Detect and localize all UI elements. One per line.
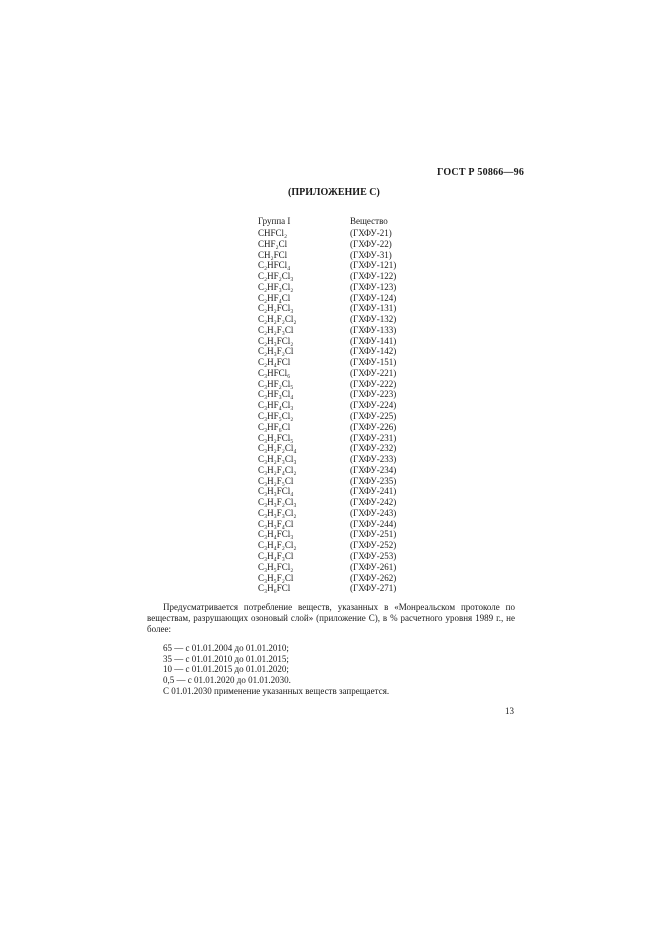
- group-column-header: Группа I: [258, 216, 291, 226]
- table-row: [258, 454, 428, 465]
- code-cell: (ГХФУ-262): [350, 572, 397, 583]
- code-cell: (ГХФУ-133): [350, 324, 397, 335]
- code-cell: (ГХФУ-232): [350, 443, 397, 454]
- table-row: [258, 476, 428, 487]
- formula-cell: C₂HF₃Cl₂: [258, 281, 294, 292]
- formula-cell: C₂H₂F₃Cl: [258, 324, 294, 335]
- formula-cell: C₃H₃F₂Cl₃: [258, 497, 297, 508]
- formula-cell: C₃HF₃Cl₄: [258, 389, 294, 400]
- formula-cell: C₃HF₆Cl: [258, 421, 291, 432]
- table-row: [258, 422, 428, 433]
- table-row: [258, 357, 428, 368]
- formula-cell: C₃H₂F₅Cl: [258, 475, 294, 486]
- table-row: [258, 228, 428, 239]
- formula-cell: C₃H₂F₃Cl₃: [258, 454, 297, 465]
- table-row: [258, 508, 428, 519]
- table-row: [258, 400, 428, 411]
- code-cell: (ГХФУ-132): [350, 314, 397, 325]
- table-row: [258, 325, 428, 336]
- code-cell: (ГХФУ-131): [350, 303, 397, 314]
- table-row: [258, 250, 428, 261]
- table-row: [258, 389, 428, 400]
- formula-cell: C₂HFCl₄: [258, 260, 291, 271]
- code-cell: (ГХФУ-123): [350, 281, 397, 292]
- table-row: [258, 239, 428, 250]
- code-cell: (ГХФУ-271): [350, 583, 397, 594]
- document-code: ГОСТ Р 50866—96: [437, 167, 525, 178]
- formula-cell: C₃H₄F₃Cl: [258, 550, 294, 561]
- table-row: [258, 314, 428, 325]
- formula-cell: C₂H₃F₂Cl: [258, 346, 294, 357]
- paragraph-text: Предусматривается потребление веществ, указанных в «Монреальском протоколе по веществам, разрушающих озоновый слой» (приложение С), в % расчетного уровня 1989 г., не более:: [147, 602, 515, 634]
- table-row: [258, 443, 428, 454]
- code-cell: (ГХФУ-242): [350, 497, 397, 508]
- formula-cell: C₂H₄FCl: [258, 357, 291, 368]
- formula-cell: C₃H₅F₂Cl: [258, 572, 294, 583]
- consumption-paragraph: [147, 602, 515, 635]
- table-row: [258, 486, 428, 497]
- table-row: [258, 271, 428, 282]
- formula-cell: C₂HF₄Cl: [258, 292, 291, 303]
- formula-cell: C₃H₅FCl₂: [258, 561, 294, 572]
- formula-cell: CH₂FCl: [258, 249, 288, 260]
- code-cell: (ГХФУ-261): [350, 561, 397, 572]
- appendix-title: (ПРИЛОЖЕНИЕ С): [288, 187, 380, 198]
- formula-cell: C₃HF₂Cl₅: [258, 378, 294, 389]
- formula-cell: C₃H₂F₄Cl₂: [258, 464, 297, 475]
- formula-cell: C₃H₃F₄Cl: [258, 518, 294, 529]
- page-number: 13: [505, 706, 514, 716]
- table-row: [258, 529, 428, 540]
- code-cell: (ГХФУ-233): [350, 454, 397, 465]
- table-row: [258, 260, 428, 271]
- formula-cell: CHF₂Cl: [258, 238, 288, 249]
- code-cell: (ГХФУ-22): [350, 238, 392, 249]
- code-cell: (ГХФУ-241): [350, 486, 397, 497]
- formula-cell: C₃H₃FCl₄: [258, 486, 294, 497]
- consumption-limits-list: [163, 643, 389, 696]
- formula-cell: CHFCl₂: [258, 228, 288, 238]
- limit-item: С 01.01.2030 применение указанных веществ запрещается.: [163, 685, 390, 696]
- code-cell: (ГХФУ-151): [350, 357, 397, 368]
- formula-cell: C₃H₄F₂Cl₂: [258, 540, 297, 551]
- table-row: [258, 379, 428, 390]
- formula-cell: C₃H₆FCl: [258, 583, 291, 594]
- formula-cell: C₃HFCl₆: [258, 367, 291, 378]
- table-row: [258, 346, 428, 357]
- table-row: [258, 497, 428, 508]
- table-row: [258, 293, 428, 304]
- substance-table: [258, 214, 428, 594]
- table-row: [258, 519, 428, 530]
- code-cell: (ГХФУ-223): [350, 389, 397, 400]
- formula-cell: C₂H₃FCl₂: [258, 335, 294, 346]
- table-row: [258, 303, 428, 314]
- table-row: [258, 551, 428, 562]
- limit-item: 0,5 — с 01.01.2020 до 01.01.2030.: [163, 675, 291, 686]
- formula-cell: C₂HF₂Cl₃: [258, 271, 294, 282]
- formula-cell: C₃HF₄Cl₃: [258, 400, 294, 411]
- code-cell: (ГХФУ-221): [350, 367, 397, 378]
- table-row: [258, 433, 428, 444]
- code-cell: (ГХФУ-226): [350, 421, 397, 432]
- table-row: [258, 368, 428, 379]
- formula-cell: C₂H₂FCl₃: [258, 303, 294, 314]
- code-cell: (ГХФУ-141): [350, 335, 397, 346]
- formula-cell: C₃HF₅Cl₂: [258, 411, 294, 422]
- code-cell: (ГХФУ-31): [350, 249, 392, 260]
- code-cell: (ГХФУ-251): [350, 529, 397, 540]
- formula-cell: C₃H₂FCl₅: [258, 432, 294, 443]
- table-body: [258, 228, 428, 594]
- limit-item: 10 — с 01.01.2015 до 01.01.2020;: [163, 664, 289, 675]
- formula-cell: C₃H₄FCl₃: [258, 529, 294, 540]
- table-row: [258, 540, 428, 551]
- code-cell: (ГХФУ-121): [350, 260, 397, 271]
- code-cell: (ГХФУ-21): [350, 228, 392, 238]
- formula-cell: C₃H₂F₂Cl₄: [258, 443, 297, 454]
- code-cell: (ГХФУ-142): [350, 346, 397, 357]
- table-row: [258, 336, 428, 347]
- formula-cell: C₃H₃F₃Cl₂: [258, 507, 297, 518]
- formula-cell: C₂H₂F₂Cl₂: [258, 314, 297, 325]
- code-cell: (ГХФУ-252): [350, 540, 397, 551]
- code-cell: (ГХФУ-253): [350, 550, 397, 561]
- table-header-row: [258, 214, 428, 228]
- code-cell: (ГХФУ-122): [350, 271, 397, 282]
- code-cell: (ГХФУ-225): [350, 411, 397, 422]
- table-row: [258, 573, 428, 584]
- code-cell: (ГХФУ-234): [350, 464, 397, 475]
- code-cell: (ГХФУ-243): [350, 507, 397, 518]
- table-row: [258, 411, 428, 422]
- code-cell: (ГХФУ-124): [350, 292, 397, 303]
- table-row: [258, 465, 428, 476]
- table-row: [258, 562, 428, 573]
- limit-item: 65 — с 01.01.2004 до 01.01.2010;: [163, 643, 289, 653]
- substance-column-header: Вещество: [350, 216, 388, 226]
- code-cell: (ГХФУ-231): [350, 432, 397, 443]
- code-cell: (ГХФУ-224): [350, 400, 397, 411]
- limit-item: 35 — с 01.01.2010 до 01.01.2015;: [163, 653, 289, 664]
- code-cell: (ГХФУ-222): [350, 378, 397, 389]
- table-row: [258, 282, 428, 293]
- code-cell: (ГХФУ-235): [350, 475, 397, 486]
- code-cell: (ГХФУ-244): [350, 518, 397, 529]
- table-row: [258, 583, 428, 594]
